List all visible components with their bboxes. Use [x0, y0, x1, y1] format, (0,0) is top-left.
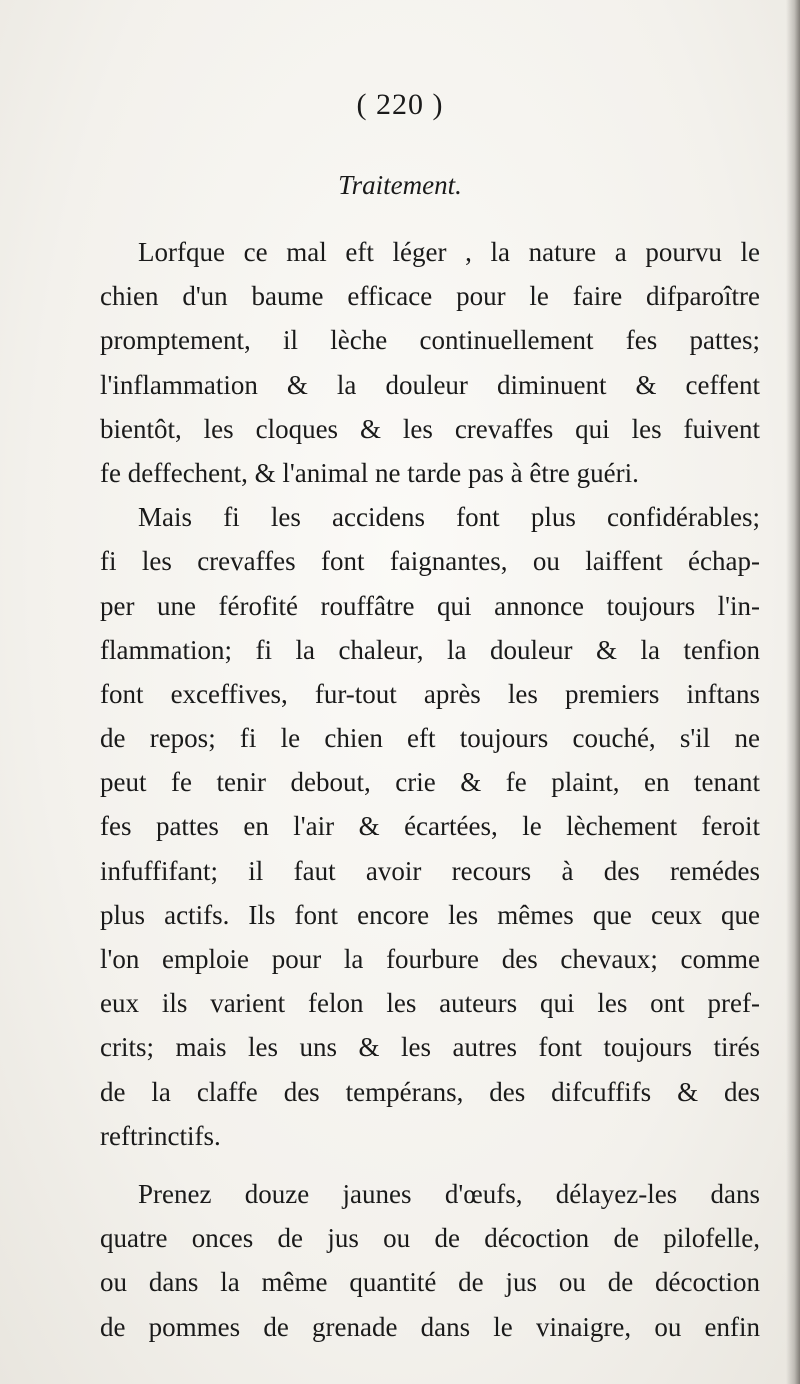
text-line: de la claffe des tempérans, des difcuffifs & des [100, 1076, 760, 1107]
text-line: peut fe tenir debout, crie & fe plaint, en tenant [100, 767, 760, 798]
text-line: chien d'un baume efficace pour le faire difparoître [100, 281, 760, 312]
text-line: fi les crevaffes font faignantes, ou laiffent échap- [100, 546, 760, 577]
text-line: plus actifs. Ils font encore les mêmes que ceux que [100, 899, 760, 930]
text-line: l'on emploie pour la fourbure des chevaux; comme [100, 944, 760, 974]
body-text [100, 230, 760, 1349]
text-line: promptement, il lèche continuellement fes pattes; [100, 325, 760, 356]
text-line: bientôt, les cloques & les crevaffes qui les fuivent [100, 413, 760, 444]
text-line: ou dans la même quantité de jus ou de décoction [100, 1267, 760, 1298]
text-line: fe deffechent, & l'animal ne tarde pas à être guéri. [100, 457, 639, 488]
page-edge-shadow [786, 0, 800, 1384]
text-line: reftrinctifs. [100, 1120, 221, 1151]
text-line: Lorfque ce mal eft léger , la nature a pourvu le [138, 237, 760, 267]
text-line: l'inflammation & la douleur diminuent & ceffent [100, 369, 760, 400]
paragraph-gap [100, 1158, 760, 1172]
text-line: crits; mais les uns & les autres font toujours tirés [100, 1032, 760, 1063]
text-line: font exceffives, fur-tout après les premiers inftans [100, 678, 760, 709]
text-line: flammation; fi la chaleur, la douleur & la tenfion [100, 634, 760, 665]
text-line: infuffifant; il faut avoir recours à des remédes [100, 855, 760, 886]
page-number: ( 220 ) [356, 88, 444, 121]
paragraph [100, 1172, 760, 1349]
paragraph [100, 230, 760, 495]
text-line: de repos; fi le chien eft toujours couché, s'il ne [100, 723, 760, 754]
text-line: Prenez douze jaunes d'œufs, délayez-les dans [138, 1178, 760, 1209]
text-line: Mais fi les accidens font plus confidérables; [138, 502, 760, 533]
section-heading: Traitement. [338, 170, 462, 200]
paragraph [100, 495, 760, 1158]
text-line: eux ils varient felon les auteurs qui les ont pref- [100, 988, 760, 1019]
text-line: quatre onces de jus ou de décoction de pilofelle, [100, 1223, 760, 1254]
text-line: per une férofité rouffâtre qui annonce toujours l'in- [100, 590, 760, 621]
text-line: de pommes de grenade dans le vinaigre, ou enfin [100, 1311, 760, 1342]
text-line: fes pattes en l'air & écartées, le lèchement feroit [100, 811, 760, 842]
